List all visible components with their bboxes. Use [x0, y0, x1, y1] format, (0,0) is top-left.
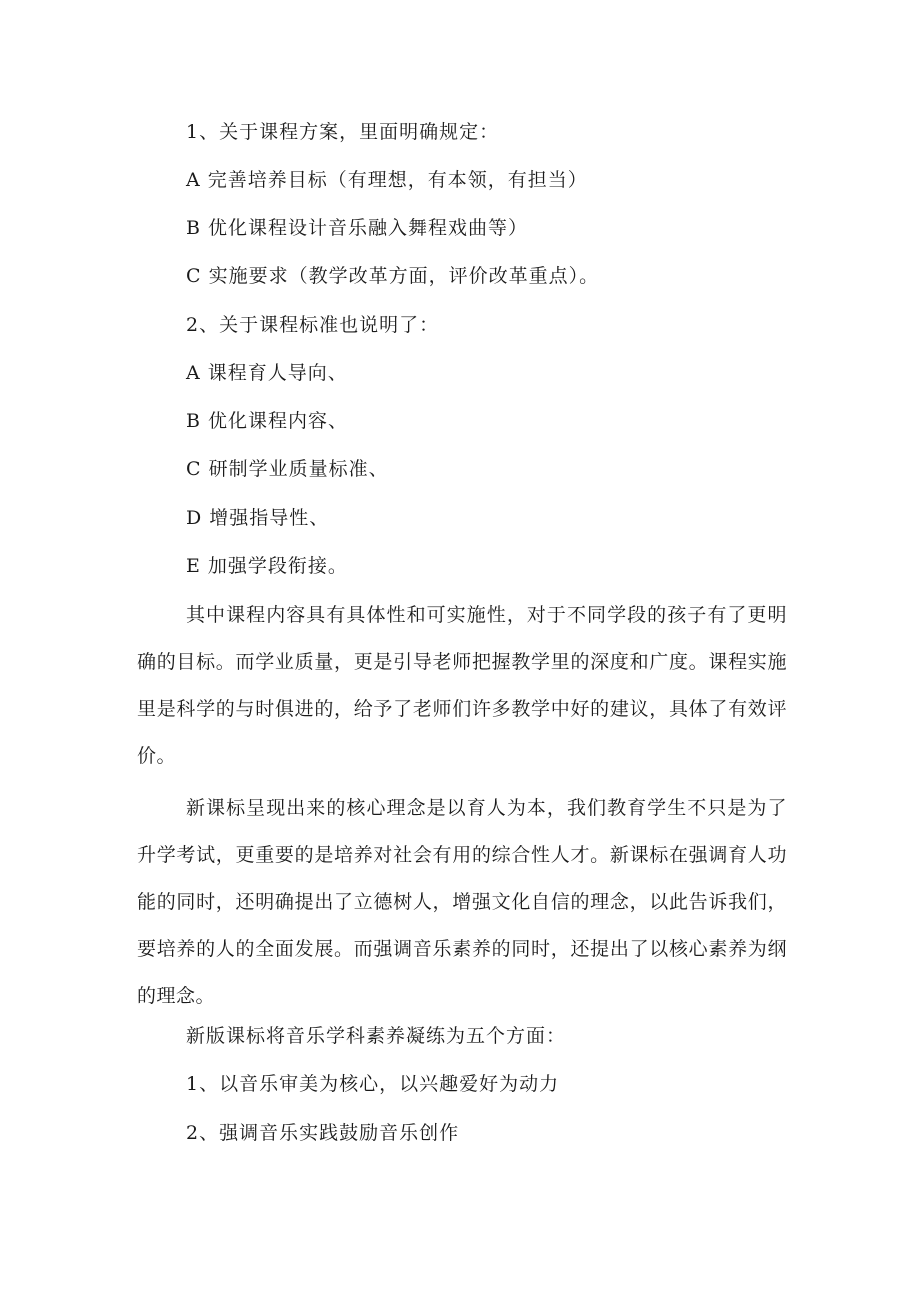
- list-item: A 完善培养目标（有理想，有本领，有担当）: [186, 169, 588, 191]
- list-item: 1、关于课程方案，里面明确规定：: [186, 121, 500, 143]
- body-paragraph: 其中课程内容具有具体性和可实施性，对于不同学段的孩子有了更明确的目标。而学业质量，更是引导老师把握教学里的深度和广度。课程实施里是科学的与时俱进的，给予了老师们许多教学中好的建议，具体了有效评价。: [137, 604, 787, 767]
- list-item: 新版课标将音乐学科素养凝练为五个方面：: [186, 1025, 567, 1047]
- list-item: B 优化课程内容、: [186, 410, 349, 432]
- list-item: 2、关于课程标准也说明了：: [186, 314, 440, 336]
- list-item: C 实施要求（教学改革方面，评价改革重点）。: [186, 265, 600, 287]
- list-item: E 加强学段衔接。: [186, 555, 348, 577]
- body-paragraph: 新课标呈现出来的核心理念是以育人为本，我们教育学生不只是为了升学考试，更重要的是培养对社会有用的综合性人才。新课标在强调育人功能的同时，还明确提出了立德树人，增强文化自信的理念，以此告诉我们，要培养的人的全面发展。而强调音乐素养的同时，还提出了以核心素养为纲的理念。: [137, 797, 787, 1007]
- list-item: A 课程育人导向、: [186, 362, 348, 384]
- list-item: D 增强指导性、: [186, 507, 330, 529]
- list-item: C 研制学业质量标准、: [186, 458, 389, 480]
- list-item: B 优化课程设计音乐融入舞程戏曲等）: [186, 217, 529, 239]
- list-item: 1、以音乐审美为核心，以兴趣爱好为动力: [186, 1073, 560, 1095]
- list-item: 2、强调音乐实践鼓励音乐创作: [186, 1122, 460, 1144]
